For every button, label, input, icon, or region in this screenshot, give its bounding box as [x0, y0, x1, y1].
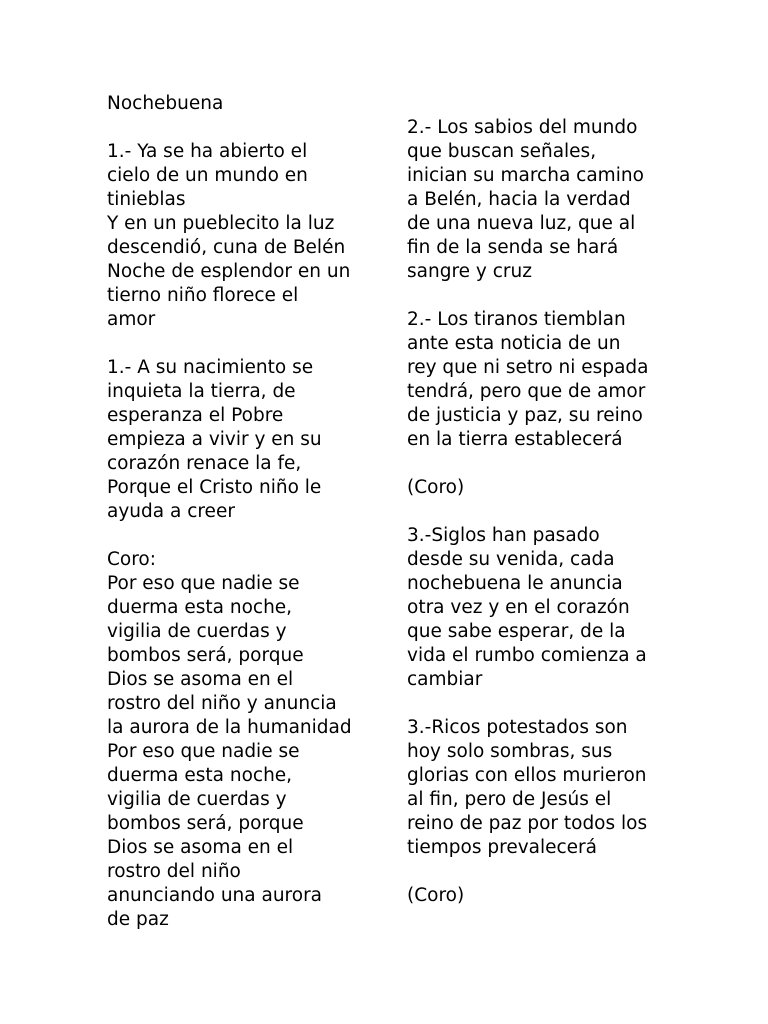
left-lyric-line: vigilia de cuerdas y: [107, 789, 287, 810]
right-lyric-line: 2.- Los tiranos tiemblan: [407, 309, 626, 330]
left-lyric-line: Dios se asoma en el: [107, 669, 294, 690]
right-lyric-line: fin de la senda se hará: [407, 237, 619, 258]
left-column: [107, 92, 387, 932]
left-lyric-line: de paz: [107, 909, 169, 930]
right-lyric-line: (Coro): [407, 885, 465, 906]
left-lyric-line: vigilia de cuerdas y: [107, 621, 287, 642]
right-lyric-line: rey que ni setro ni espada: [407, 357, 649, 378]
right-lyric-line: reino de paz por todos los: [407, 813, 648, 834]
right-lyric-line: 2.- Los sabios del mundo: [407, 117, 638, 138]
left-lyric-line: la aurora de la humanidad: [107, 717, 352, 738]
right-lyric-line: tiempos prevalecerá: [407, 837, 598, 858]
left-lyric-line: amor: [107, 309, 156, 330]
right-lyric-line: inician su marcha camino: [407, 165, 644, 186]
left-lyric-line: ayuda a creer: [107, 501, 235, 522]
left-lyric-line: cielo de un mundo en: [107, 165, 308, 186]
left-lyric-line: esperanza el Pobre: [107, 405, 284, 426]
left-lyric-line: tierno niño florece el: [107, 285, 299, 306]
left-lyric-line: 1.- Ya se ha abierto el: [107, 141, 308, 162]
right-lyric-line: desde su venida, cada: [407, 549, 615, 570]
right-lyric-line: que sabe esperar, de la: [407, 621, 626, 642]
right-lyric-line: a Belén, hacia la verdad: [407, 189, 631, 210]
right-stanza-break: [407, 500, 707, 524]
left-lyric-line: rostro del niño y anuncia: [107, 693, 337, 714]
left-stanza-break: [107, 524, 387, 548]
right-lyric-line: cambiar: [407, 669, 483, 690]
right-lyric-line: que buscan señales,: [407, 141, 597, 162]
right-lyric-line: al fin, pero de Jesús el: [407, 789, 612, 810]
left-lyric-line: Por eso que nadie se: [107, 573, 300, 594]
right-lyric-line: 3.-Siglos han pasado: [407, 525, 600, 546]
left-lyric-line: 1.- A su nacimiento se: [107, 357, 314, 378]
left-lyric-line: empieza a vivir y en su: [107, 429, 322, 450]
title-spacer: [107, 116, 387, 140]
right-lyric-line: vida el rumbo comienza a: [407, 645, 647, 666]
right-lyric-line: (Coro): [407, 477, 465, 498]
left-lyric-line: descendió, cuna de Belén: [107, 237, 346, 258]
left-lyric-line: Por eso que nadie se: [107, 741, 300, 762]
right-lyric-line: hoy solo sombras, sus: [407, 741, 613, 762]
right-lyric-line: 3.-Ricos potestados son: [407, 717, 628, 738]
left-lyric-line: bombos será, porque: [107, 645, 304, 666]
left-lyric-line: Dios se asoma en el: [107, 837, 294, 858]
right-lyric-line: de justicia y paz, su reino: [407, 405, 643, 426]
left-lyric-line: tinieblas: [107, 189, 186, 210]
left-lyric-line: corazón renace la fe,: [107, 453, 302, 474]
left-stanza-break: [107, 332, 387, 356]
document-title: Nochebuena: [107, 93, 224, 114]
right-stanza-break: [407, 452, 707, 476]
left-lyric-line: Porque el Cristo niño le: [107, 477, 322, 498]
left-lyric-line: anunciando una aurora: [107, 885, 323, 906]
right-stanza-break: [407, 860, 707, 884]
right-lyric-line: ante esta noticia de un: [407, 333, 621, 354]
right-column: [407, 116, 707, 908]
right-lyric-line: en la tierra establecerá: [407, 429, 623, 450]
left-lyric-line: bombos será, porque: [107, 813, 304, 834]
left-lyric-line: inquieta la tierra, de: [107, 381, 296, 402]
right-lyric-line: otra vez y en el corazón: [407, 597, 630, 618]
right-lyric-line: de una nueva luz, que al: [407, 213, 636, 234]
right-stanza-break: [407, 692, 707, 716]
left-lyric-line: duerma esta noche,: [107, 597, 293, 618]
right-lyric-line: glorias con ellos murieron: [407, 765, 647, 786]
left-lyric-line: duerma esta noche,: [107, 765, 293, 786]
left-lyric-line: rostro del niño: [107, 861, 241, 882]
right-lyric-line: nochebuena le anuncia: [407, 573, 623, 594]
right-lyric-line: sangre y cruz: [407, 261, 532, 282]
left-lyric-line: Y en un pueblecito la luz: [107, 213, 335, 234]
left-lyric-line: Coro:: [107, 549, 156, 570]
right-stanza-break: [407, 284, 707, 308]
right-lyric-line: tendrá, pero que de amor: [407, 381, 646, 402]
left-lyric-line: Noche de esplendor en un: [107, 261, 351, 282]
